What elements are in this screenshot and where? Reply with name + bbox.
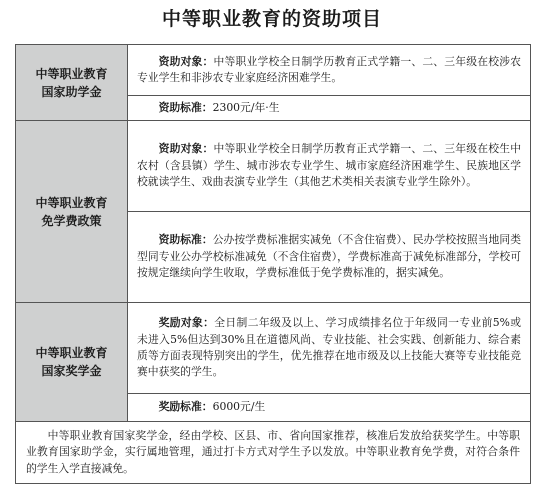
program-row-target (16, 121, 531, 212)
standard-text: 公办按学费标准据实减免（不含住宿费）、民办学校按照当地同类型同专业公办学校标准减免（不含住宿费），学费标准高于减免标准部分，学校可按规定继续向学生收取，学费标准低于免学费标准的，据实减免。 (137, 233, 521, 280)
footer-note (16, 422, 531, 484)
program-name-line: 国家奖学金 (41, 364, 102, 378)
target-cell (128, 121, 531, 212)
footer-row (16, 422, 531, 484)
funding-table (15, 44, 531, 484)
standard-text: 6000元/生 (212, 400, 266, 414)
program-name-cell (16, 45, 128, 121)
program-name-cell (16, 303, 128, 422)
standard-label: 奖励标准： (158, 400, 213, 414)
footer-paragraph: 中等职业教育国家奖学金，经由学校、区县、市、省向国家推荐，核准后发放给获奖学生。中等职业教育国家助学金，实行属地管理，通过打卡方式对学生予以发放。中等职业教育免学费，对符合条件的学生入学直接减免。 (26, 429, 520, 475)
program-name-line: 中等职业教育 (35, 346, 108, 360)
target-text: 中等职业学校全日制学历教育正式学籍一、二、三年级在校生中农村（含县镇）学生、城市涉农专业学生、城市家庭经济困难学生、民族地区学校就读学生、戏曲表演专业学生（其他艺术类相关表演专业学生除外）。 (137, 142, 522, 189)
program-row-target (16, 45, 531, 96)
target-cell (128, 303, 531, 394)
standard-cell (128, 96, 531, 121)
target-cell (128, 45, 531, 96)
page-title: 中等职业教育的资助项目 (161, 8, 382, 30)
program-name-line: 国家助学金 (41, 84, 102, 99)
standard-label: 资助标准： (158, 100, 213, 114)
target-text: 中等职业学校全日制学历教育正式学籍一、二、三年级在校涉农专业学生和非涉农专业家庭经济困难学生。 (137, 54, 522, 84)
program-name-line: 中等职业教育 (35, 66, 108, 81)
program-name-line: 中等职业教育 (35, 195, 108, 210)
target-label: 资助对象： (158, 54, 214, 68)
standard-cell (128, 394, 531, 422)
program-row-target (16, 303, 531, 394)
target-label: 资助对象： (158, 142, 214, 156)
program-name-cell (16, 121, 128, 303)
standard-text: 2300元/年·生 (212, 100, 280, 114)
target-label: 奖励对象： (158, 316, 215, 330)
standard-cell (128, 212, 531, 303)
program-name-line: 免学费政策 (41, 213, 102, 228)
standard-label: 资助标准： (158, 233, 213, 247)
target-text: 全日制二年级及以上、学习成绩排名位于年级同一专业前5%或未进入5%但达到30%且在道德风尚、专业技能、社会实践、创新能力、综合素质等方面表现特别突出的学生，优先推荐在地市级及以上技能大赛等专业技能竞赛中获奖的学生。 (137, 316, 521, 379)
